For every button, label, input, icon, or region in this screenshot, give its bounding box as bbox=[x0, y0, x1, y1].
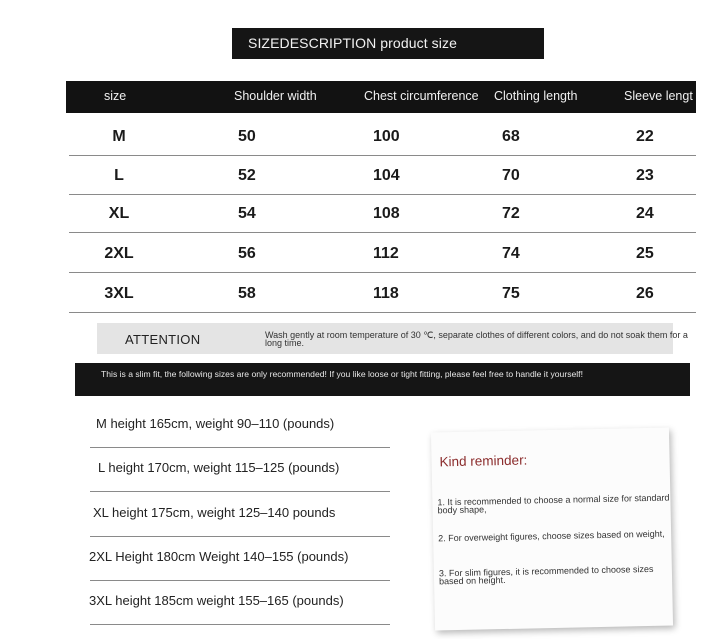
cell-sleeve: 26 bbox=[636, 285, 654, 302]
reminder-item: 3. For slim figures, it is recommended to choose sizes based on height. bbox=[438, 563, 654, 587]
item-divider bbox=[90, 491, 390, 492]
cell-size: 2XL bbox=[104, 245, 134, 262]
table-row bbox=[66, 234, 696, 273]
row-divider bbox=[69, 272, 696, 273]
cell-size: M bbox=[112, 128, 126, 145]
header-size: size bbox=[104, 89, 127, 103]
attention-box bbox=[97, 323, 688, 354]
fit-note: This is a slim fit, the following sizes are only recommended! If you like loose or tight fitting, please feel free to handle it yourself! bbox=[75, 363, 690, 396]
cell-chest: 100 bbox=[373, 128, 400, 145]
cell-sleeve: 22 bbox=[636, 128, 654, 145]
row-divider bbox=[69, 312, 696, 313]
height-weight-item bbox=[90, 493, 390, 537]
reminder-title: Kind reminder: bbox=[439, 452, 528, 470]
cell-size: 3XL bbox=[104, 285, 134, 302]
height-weight-text: XL height 175cm, weight 125–140 pounds bbox=[93, 505, 336, 520]
cell-chest: 104 bbox=[373, 167, 400, 184]
cell-length: 75 bbox=[502, 285, 520, 302]
table-row bbox=[66, 156, 696, 195]
height-weight-item bbox=[90, 537, 390, 581]
item-divider bbox=[90, 624, 390, 625]
table-header bbox=[66, 81, 696, 113]
cell-length: 68 bbox=[502, 128, 520, 145]
cell-shoulder: 52 bbox=[238, 167, 256, 184]
header-sleeve-length: Sleeve lengt bbox=[624, 89, 693, 103]
cell-shoulder: 56 bbox=[238, 245, 256, 262]
reminder-item: 2. For overweight figures, choose sizes based on weight, bbox=[438, 528, 665, 544]
cell-length: 74 bbox=[502, 245, 520, 262]
cell-shoulder: 58 bbox=[238, 285, 256, 302]
cell-size: L bbox=[114, 167, 124, 184]
page-title: SIZEDESCRIPTION product size bbox=[232, 28, 544, 59]
height-weight-text: L height 170cm, weight 115–125 (pounds) bbox=[98, 460, 340, 475]
cell-length: 70 bbox=[502, 167, 520, 184]
height-weight-item bbox=[90, 581, 390, 625]
height-weight-text: 2XL Height 180cm Weight 140–155 (pounds) bbox=[89, 549, 349, 564]
header-shoulder-width: Shoulder width bbox=[234, 89, 317, 103]
reminder-item: 1. It is recommended to choose a normal size for standard body shape, bbox=[437, 492, 670, 516]
height-weight-text: M height 165cm, weight 90–110 (pounds) bbox=[96, 416, 335, 431]
cell-shoulder: 54 bbox=[238, 205, 256, 222]
cell-shoulder: 50 bbox=[238, 128, 256, 145]
kind-reminder-card bbox=[431, 428, 673, 631]
cell-sleeve: 25 bbox=[636, 245, 654, 262]
cell-chest: 118 bbox=[373, 285, 399, 302]
cell-chest: 108 bbox=[373, 205, 400, 222]
cell-length: 72 bbox=[502, 205, 520, 222]
cell-sleeve: 24 bbox=[636, 205, 654, 222]
header-chest-circumference: Chest circumference bbox=[364, 89, 479, 103]
height-weight-text: 3XL height 185cm weight 155–165 (pounds) bbox=[89, 593, 344, 608]
cell-size: XL bbox=[108, 205, 130, 222]
table-row bbox=[66, 117, 696, 156]
table-row bbox=[66, 274, 696, 313]
header-clothing-length: Clothing length bbox=[494, 89, 578, 103]
attention-label: ATTENTION bbox=[125, 332, 201, 347]
attention-text: Wash gently at room temperature of 30 ℃, separate clothes of different colors, and do not soak them for a long time. bbox=[265, 330, 688, 348]
cell-chest: 112 bbox=[373, 245, 399, 262]
cell-sleeve: 23 bbox=[636, 167, 654, 184]
height-weight-item bbox=[90, 448, 390, 492]
table-row bbox=[66, 194, 696, 233]
height-weight-item bbox=[90, 404, 390, 448]
row-divider bbox=[69, 232, 696, 233]
